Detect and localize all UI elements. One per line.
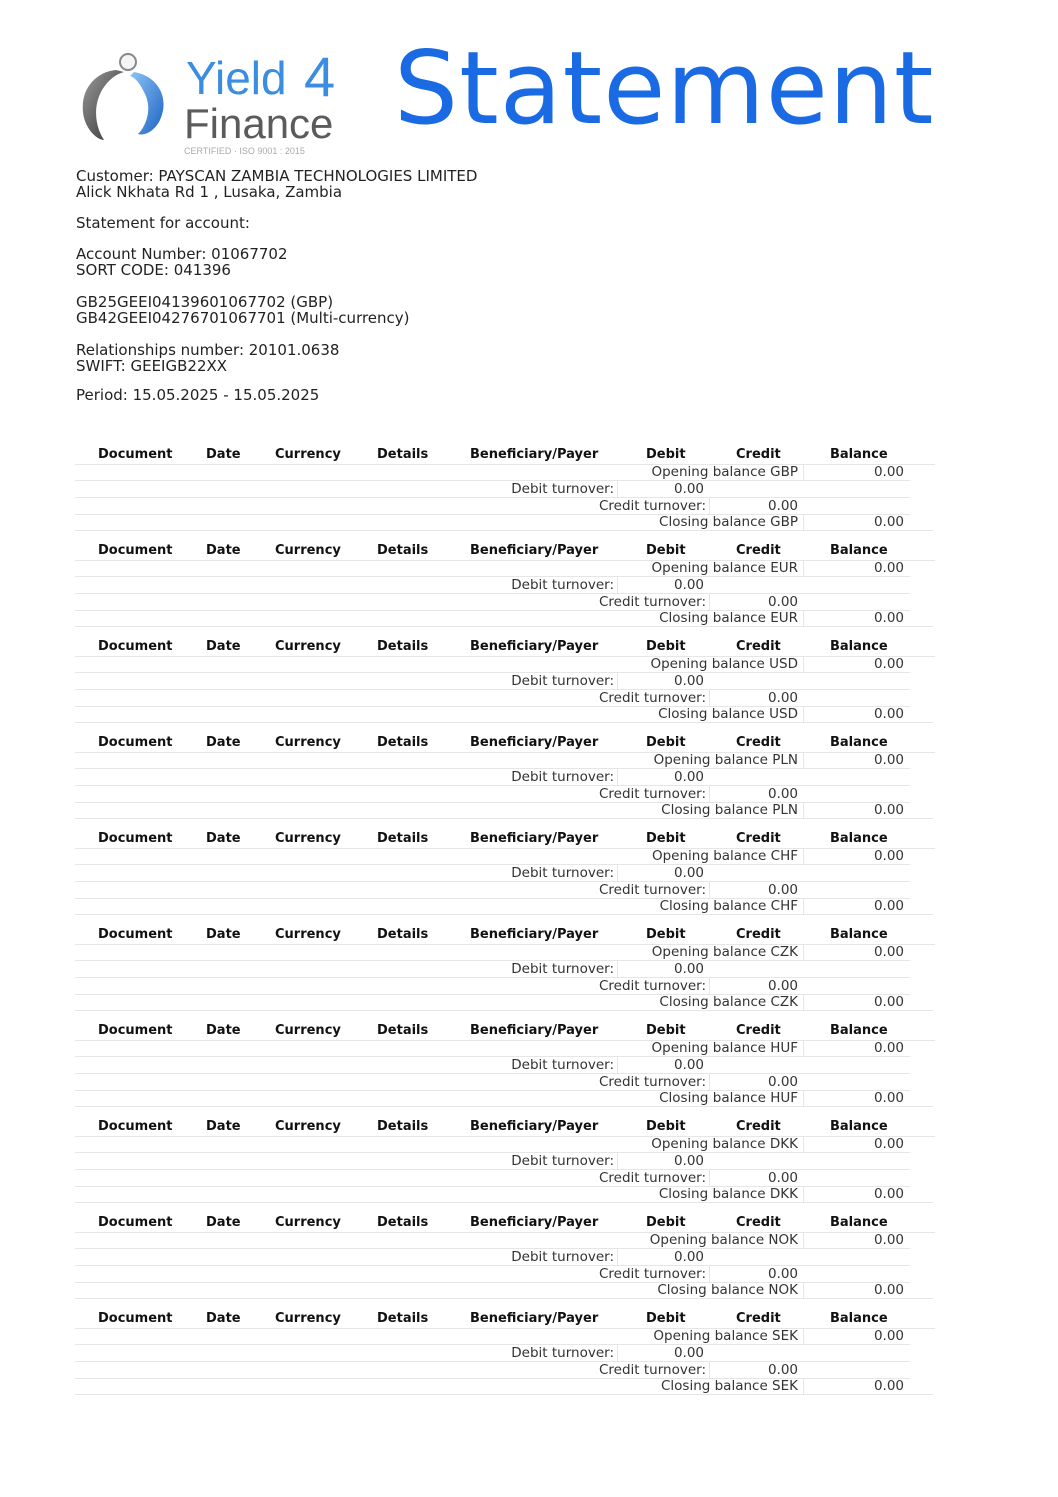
opening-balance-label: Opening balance CHF [651, 848, 798, 864]
credit-turnover-label: Credit turnover: [598, 1266, 706, 1282]
col-credit: Credit [736, 543, 781, 558]
closing-balance-value: 0.00 [873, 802, 904, 818]
col-details: Details [377, 735, 429, 750]
col-beneficiary: Beneficiary/Payer [470, 735, 599, 750]
col-details: Details [377, 543, 429, 558]
col-details: Details [377, 1119, 429, 1134]
debit-turnover-label: Debit turnover: [511, 1057, 614, 1073]
col-document: Document [98, 1119, 173, 1134]
col-details: Details [377, 831, 429, 846]
svg-text:4: 4 [304, 50, 336, 108]
opening-balance-label: Opening balance CZK [651, 944, 798, 960]
opening-balance-value: 0.00 [873, 656, 904, 672]
col-beneficiary: Beneficiary/Payer [470, 1023, 599, 1038]
iban-gbp: GB25GEEI04139601067702 (GBP) [76, 293, 334, 311]
currency-block [75, 1214, 935, 1310]
debit-turnover-row [75, 673, 910, 690]
debit-turnover-row [75, 769, 910, 786]
relationship-info [76, 342, 339, 374]
credit-turnover-label: Credit turnover: [598, 1074, 706, 1090]
closing-balance-row [75, 994, 933, 1011]
currency-block [75, 1118, 935, 1214]
debit-turnover-value: 0.00 [673, 1153, 704, 1169]
opening-balance-label: Opening balance SEK [653, 1328, 798, 1344]
table-header [75, 1214, 935, 1233]
closing-balance-label: Closing balance CZK [659, 994, 798, 1010]
col-currency: Currency [275, 1023, 341, 1038]
opening-balance-row [75, 848, 910, 865]
company-logo [76, 50, 366, 155]
closing-balance-value: 0.00 [873, 1090, 904, 1106]
col-document: Document [98, 735, 173, 750]
credit-turnover-label: Credit turnover: [598, 786, 706, 802]
closing-balance-label: Closing balance GBP [659, 514, 798, 530]
closing-balance-label: Closing balance NOK [657, 1282, 798, 1298]
col-balance: Balance [830, 447, 888, 462]
col-beneficiary: Beneficiary/Payer [470, 1215, 599, 1230]
closing-balance-label: Closing balance EUR [659, 610, 798, 626]
account-number: Account Number: 01067702 [76, 245, 288, 263]
col-balance: Balance [830, 735, 888, 750]
col-currency: Currency [275, 735, 341, 750]
closing-balance-label: Closing balance HUF [659, 1090, 798, 1106]
opening-balance-row [75, 656, 910, 673]
col-date: Date [206, 831, 241, 846]
col-debit: Debit [646, 1215, 686, 1230]
credit-turnover-row [75, 786, 910, 803]
closing-balance-value: 0.00 [873, 1282, 904, 1298]
col-beneficiary: Beneficiary/Payer [470, 543, 599, 558]
closing-balance-label: Closing balance DKK [658, 1186, 798, 1202]
col-document: Document [98, 639, 173, 654]
debit-turnover-value: 0.00 [673, 481, 704, 497]
debit-turnover-label: Debit turnover: [511, 673, 614, 689]
col-currency: Currency [275, 639, 341, 654]
opening-balance-value: 0.00 [873, 848, 904, 864]
closing-balance-row [75, 898, 933, 915]
col-credit: Credit [736, 639, 781, 654]
col-credit: Credit [736, 831, 781, 846]
yield4-finance-logo-icon [76, 50, 366, 155]
closing-balance-value: 0.00 [873, 706, 904, 722]
col-balance: Balance [830, 639, 888, 654]
statement-tables [75, 446, 935, 1406]
col-date: Date [206, 1023, 241, 1038]
debit-turnover-row [75, 577, 910, 594]
col-balance: Balance [830, 831, 888, 846]
debit-turnover-row [75, 961, 910, 978]
iban-multi: GB42GEEI04276701067701 (Multi-currency) [76, 309, 410, 327]
debit-turnover-label: Debit turnover: [511, 961, 614, 977]
opening-balance-label: Opening balance EUR [651, 560, 798, 576]
customer-info [76, 168, 477, 200]
svg-text:Yield: Yield [186, 52, 287, 104]
col-details: Details [377, 927, 429, 942]
credit-turnover-row [75, 1362, 910, 1379]
table-header [75, 1022, 935, 1041]
col-credit: Credit [736, 735, 781, 750]
swift-code: SWIFT: GEEIGB22XX [76, 357, 228, 375]
col-date: Date [206, 447, 241, 462]
col-beneficiary: Beneficiary/Payer [470, 1311, 599, 1326]
credit-turnover-row [75, 1266, 910, 1283]
col-document: Document [98, 543, 173, 558]
opening-balance-value: 0.00 [873, 752, 904, 768]
closing-balance-value: 0.00 [873, 514, 904, 530]
col-credit: Credit [736, 1023, 781, 1038]
table-header [75, 734, 935, 753]
debit-turnover-label: Debit turnover: [511, 1249, 614, 1265]
credit-turnover-row [75, 882, 910, 899]
credit-turnover-label: Credit turnover: [598, 882, 706, 898]
closing-balance-label: Closing balance USD [658, 706, 798, 722]
credit-turnover-value: 0.00 [767, 690, 798, 706]
col-currency: Currency [275, 1311, 341, 1326]
customer-name: Customer: PAYSCAN ZAMBIA TECHNOLOGIES LIMITED [76, 167, 478, 185]
col-date: Date [206, 639, 241, 654]
debit-turnover-label: Debit turnover: [511, 577, 614, 593]
opening-balance-value: 0.00 [873, 1232, 904, 1248]
svg-text:Finance: Finance [184, 100, 334, 147]
col-balance: Balance [830, 1311, 888, 1326]
credit-turnover-label: Credit turnover: [598, 1170, 706, 1186]
col-credit: Credit [736, 1119, 781, 1134]
col-date: Date [206, 927, 241, 942]
debit-turnover-value: 0.00 [673, 1249, 704, 1265]
credit-turnover-value: 0.00 [767, 786, 798, 802]
closing-balance-value: 0.00 [873, 1186, 904, 1202]
col-document: Document [98, 1023, 173, 1038]
statement-period: Period: 15.05.2025 - 15.05.2025 [76, 386, 320, 404]
debit-turnover-row [75, 1345, 910, 1362]
col-details: Details [377, 1023, 429, 1038]
closing-balance-row [75, 802, 933, 819]
debit-turnover-row [75, 1057, 910, 1074]
closing-balance-value: 0.00 [873, 610, 904, 626]
table-header [75, 830, 935, 849]
col-debit: Debit [646, 735, 686, 750]
closing-balance-row [75, 1282, 933, 1299]
opening-balance-row [75, 1136, 910, 1153]
col-currency: Currency [275, 543, 341, 558]
customer-address: Alick Nkhata Rd 1 , Lusaka, Zambia [76, 183, 343, 201]
debit-turnover-value: 0.00 [673, 577, 704, 593]
col-currency: Currency [275, 1215, 341, 1230]
opening-balance-label: Opening balance USD [650, 656, 798, 672]
col-debit: Debit [646, 831, 686, 846]
credit-turnover-row [75, 498, 910, 515]
closing-balance-row [75, 610, 933, 627]
debit-turnover-row [75, 481, 910, 498]
col-date: Date [206, 543, 241, 558]
col-currency: Currency [275, 927, 341, 942]
opening-balance-value: 0.00 [873, 1040, 904, 1056]
credit-turnover-label: Credit turnover: [598, 690, 706, 706]
credit-turnover-row [75, 978, 910, 995]
debit-turnover-label: Debit turnover: [511, 1153, 614, 1169]
debit-turnover-label: Debit turnover: [511, 481, 614, 497]
col-date: Date [206, 1119, 241, 1134]
debit-turnover-row [75, 1249, 910, 1266]
col-details: Details [377, 447, 429, 462]
table-header [75, 1118, 935, 1137]
page-title: Statement [394, 29, 935, 147]
debit-turnover-row [75, 865, 910, 882]
credit-turnover-value: 0.00 [767, 978, 798, 994]
closing-balance-label: Closing balance SEK [660, 1378, 798, 1394]
opening-balance-row [75, 944, 910, 961]
col-date: Date [206, 735, 241, 750]
opening-balance-value: 0.00 [873, 464, 904, 480]
debit-turnover-value: 0.00 [673, 1345, 704, 1361]
col-currency: Currency [275, 447, 341, 462]
credit-turnover-value: 0.00 [767, 1362, 798, 1378]
closing-balance-row [75, 1186, 933, 1203]
col-balance: Balance [830, 1119, 888, 1134]
credit-turnover-value: 0.00 [767, 1266, 798, 1282]
col-details: Details [377, 1215, 429, 1230]
credit-turnover-row [75, 594, 910, 611]
col-debit: Debit [646, 639, 686, 654]
currency-block [75, 926, 935, 1022]
debit-turnover-value: 0.00 [673, 673, 704, 689]
debit-turnover-value: 0.00 [673, 865, 704, 881]
col-document: Document [98, 927, 173, 942]
col-date: Date [206, 1311, 241, 1326]
col-beneficiary: Beneficiary/Payer [470, 831, 599, 846]
currency-block [75, 734, 935, 830]
opening-balance-value: 0.00 [873, 1136, 904, 1152]
credit-turnover-label: Credit turnover: [598, 594, 706, 610]
col-details: Details [377, 639, 429, 654]
opening-balance-row [75, 1328, 910, 1345]
credit-turnover-label: Credit turnover: [598, 1362, 706, 1378]
col-balance: Balance [830, 1215, 888, 1230]
debit-turnover-label: Debit turnover: [511, 769, 614, 785]
table-header [75, 926, 935, 945]
col-beneficiary: Beneficiary/Payer [470, 1119, 599, 1134]
col-beneficiary: Beneficiary/Payer [470, 447, 599, 462]
table-header [75, 1310, 935, 1329]
col-credit: Credit [736, 447, 781, 462]
col-beneficiary: Beneficiary/Payer [470, 927, 599, 942]
opening-balance-label: Opening balance DKK [651, 1136, 798, 1152]
credit-turnover-row [75, 1170, 910, 1187]
table-header [75, 542, 935, 561]
col-debit: Debit [646, 927, 686, 942]
credit-turnover-value: 0.00 [767, 498, 798, 514]
credit-turnover-row [75, 1074, 910, 1091]
sort-code: SORT CODE: 041396 [76, 261, 231, 279]
table-header [75, 638, 935, 657]
opening-balance-value: 0.00 [873, 560, 904, 576]
debit-turnover-row [75, 1153, 910, 1170]
iban-info [76, 294, 410, 326]
closing-balance-label: Closing balance CHF [659, 898, 798, 914]
closing-balance-row [75, 1378, 933, 1395]
debit-turnover-label: Debit turnover: [511, 865, 614, 881]
currency-block [75, 638, 935, 734]
credit-turnover-value: 0.00 [767, 1074, 798, 1090]
col-balance: Balance [830, 1023, 888, 1038]
col-credit: Credit [736, 927, 781, 942]
col-document: Document [98, 1311, 173, 1326]
closing-balance-value: 0.00 [873, 994, 904, 1010]
opening-balance-value: 0.00 [873, 1328, 904, 1344]
currency-block [75, 446, 935, 542]
col-document: Document [98, 1215, 173, 1230]
statement-for-label: Statement for account: [76, 214, 250, 232]
account-info [76, 246, 288, 278]
currency-block [75, 1310, 935, 1406]
relationship-number: Relationships number: 20101.0638 [76, 341, 340, 359]
col-currency: Currency [275, 831, 341, 846]
closing-balance-row [75, 706, 933, 723]
credit-turnover-row [75, 690, 910, 707]
closing-balance-value: 0.00 [873, 898, 904, 914]
credit-turnover-value: 0.00 [767, 594, 798, 610]
currency-block [75, 1022, 935, 1118]
col-credit: Credit [736, 1311, 781, 1326]
col-currency: Currency [275, 1119, 341, 1134]
col-date: Date [206, 1215, 241, 1230]
period-info [76, 387, 319, 403]
credit-turnover-label: Credit turnover: [598, 498, 706, 514]
opening-balance-label: Opening balance HUF [651, 1040, 798, 1056]
closing-balance-value: 0.00 [873, 1378, 904, 1394]
col-credit: Credit [736, 1215, 781, 1230]
col-debit: Debit [646, 1023, 686, 1038]
currency-block [75, 542, 935, 638]
credit-turnover-value: 0.00 [767, 882, 798, 898]
col-balance: Balance [830, 543, 888, 558]
closing-balance-label: Closing balance PLN [661, 802, 798, 818]
debit-turnover-value: 0.00 [673, 1057, 704, 1073]
debit-turnover-value: 0.00 [673, 961, 704, 977]
currency-block [75, 830, 935, 926]
closing-balance-row [75, 514, 933, 531]
opening-balance-label: Opening balance PLN [653, 752, 798, 768]
col-debit: Debit [646, 1311, 686, 1326]
opening-balance-label: Opening balance GBP [651, 464, 798, 480]
col-debit: Debit [646, 1119, 686, 1134]
debit-turnover-value: 0.00 [673, 769, 704, 785]
closing-balance-row [75, 1090, 933, 1107]
col-beneficiary: Beneficiary/Payer [470, 639, 599, 654]
col-balance: Balance [830, 927, 888, 942]
debit-turnover-label: Debit turnover: [511, 1345, 614, 1361]
opening-balance-row [75, 752, 910, 769]
opening-balance-row [75, 464, 910, 481]
col-debit: Debit [646, 447, 686, 462]
opening-balance-label: Opening balance NOK [649, 1232, 798, 1248]
col-document: Document [98, 831, 173, 846]
opening-balance-value: 0.00 [873, 944, 904, 960]
credit-turnover-value: 0.00 [767, 1170, 798, 1186]
credit-turnover-label: Credit turnover: [598, 978, 706, 994]
col-details: Details [377, 1311, 429, 1326]
svg-text:CERTIFIED · ISO 9001 : 2015: CERTIFIED · ISO 9001 : 2015 [184, 146, 305, 155]
col-debit: Debit [646, 543, 686, 558]
opening-balance-row [75, 1232, 910, 1249]
opening-balance-row [75, 560, 910, 577]
opening-balance-row [75, 1040, 910, 1057]
table-header [75, 446, 935, 465]
col-document: Document [98, 447, 173, 462]
